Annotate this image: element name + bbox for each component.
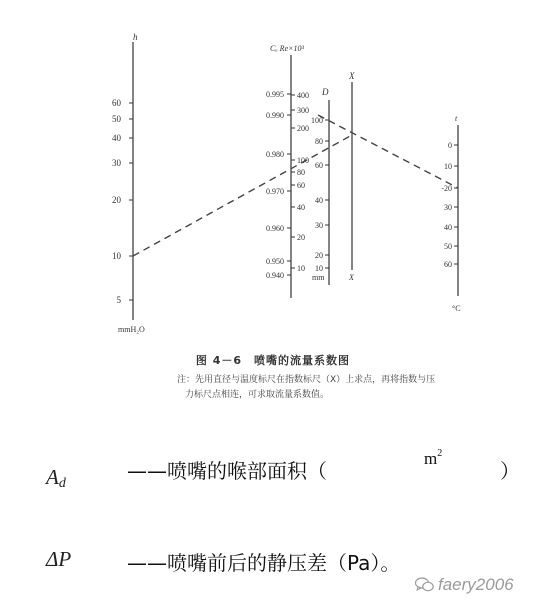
watermark	[415, 575, 514, 595]
diameter-tick-label: 30	[315, 221, 323, 230]
diameter-to-temperature-line	[318, 115, 458, 188]
temperature-axis-unit: °C	[452, 304, 461, 313]
watermark-text: faery2006	[438, 575, 514, 594]
reynolds-tick-label: 80	[297, 168, 305, 177]
h-axis-name: h	[133, 32, 138, 42]
h-tick-label: 50	[112, 114, 121, 124]
reynolds-tick-label: 200	[297, 124, 309, 133]
index-axis-top-label: X	[349, 71, 355, 81]
reynolds-tick-label: 100	[297, 156, 309, 165]
pressure-drop-symbol: ΔP	[46, 547, 72, 571]
throat-area-symbol	[46, 465, 66, 492]
diameter-tick-label: 60	[315, 161, 323, 170]
figure-title: 图 4－6 喷嘴的流量系数图	[195, 354, 351, 367]
coefficient-tick-label: 0.940	[266, 271, 284, 280]
coefficient-tick-label: 0.960	[266, 224, 284, 233]
temperature-tick-label: -20	[441, 184, 452, 193]
h-tick-label: 60	[112, 98, 121, 108]
temperature-tick-label: 0	[448, 141, 452, 150]
diameter-tick-label: 20	[315, 251, 323, 260]
h-scale	[112, 32, 145, 334]
reynolds-tick-label: 300	[297, 106, 309, 115]
temperature-axis-name: t	[455, 114, 458, 123]
coefficient-tick-label: 0.995	[266, 90, 284, 99]
coefficient-scale	[266, 44, 309, 298]
coefficient-tick-label: 0.950	[266, 257, 284, 266]
throat-area-symbol-main: A	[46, 465, 59, 489]
index-scale	[348, 71, 355, 282]
coefficient-axis-name: Cₐ Re×10³	[270, 44, 304, 53]
diameter-axis-unit: mm	[312, 273, 325, 282]
reynolds-tick-label: 400	[297, 91, 309, 100]
h-axis-unit: mmH₂O	[118, 325, 145, 334]
h-ticks	[112, 98, 133, 305]
temperature-tick-label: 30	[444, 203, 452, 212]
diameter-tick-label: 10	[315, 264, 323, 273]
temperature-tick-label: 60	[444, 260, 452, 269]
h-tick-label: 20	[112, 195, 121, 205]
diameter-tick-label: 80	[315, 137, 323, 146]
throat-area-unit	[424, 448, 442, 469]
throat-area-description: ——喷嘴的喉部面积（	[127, 459, 327, 483]
reynolds-ticks	[291, 91, 309, 273]
coefficient-ticks	[266, 90, 291, 280]
temperature-ticks	[441, 141, 458, 269]
h-tick-label: 30	[112, 158, 121, 168]
reynolds-tick-label: 40	[297, 203, 305, 212]
h-tick-label: 10	[112, 251, 121, 261]
diameter-axis-name: D	[322, 87, 329, 97]
reynolds-tick-label: 60	[297, 181, 305, 190]
figure-note-line-1: 注：先用直径与温度标尺在指数标尺（X）上求点，再将指数与压	[177, 375, 436, 385]
temperature-tick-label: 40	[444, 223, 452, 232]
temperature-tick-label: 50	[444, 242, 452, 251]
unit-base: m	[424, 449, 438, 468]
chat-bubbles-icon	[415, 577, 434, 592]
coefficient-tick-label: 0.990	[266, 111, 284, 120]
diameter-tick-label: 40	[315, 196, 323, 205]
h-tick-label: 5	[116, 295, 121, 305]
h-tick-label: 40	[112, 133, 121, 143]
diameter-tick-label: 100	[311, 116, 323, 125]
temperature-scale	[441, 114, 460, 313]
unit-exponent: 2	[437, 448, 443, 459]
figure-note-line-2: 力标尺点相连，可求取流量系数值。	[185, 390, 330, 400]
throat-area-symbol-sub: d	[58, 476, 66, 491]
temperature-tick-label: 10	[444, 162, 452, 171]
pressure-drop-description: ——喷嘴前后的静压差（Pa）。	[127, 551, 401, 575]
construction-lines	[133, 115, 458, 256]
reynolds-tick-label: 10	[297, 264, 305, 273]
coefficient-tick-label: 0.980	[266, 150, 284, 159]
index-axis-bottom-label: X	[349, 273, 354, 282]
closing-parenthesis: ）	[500, 459, 520, 483]
diameter-ticks	[311, 116, 329, 273]
coefficient-tick-label: 0.970	[266, 187, 284, 196]
reynolds-tick-label: 20	[297, 233, 305, 242]
